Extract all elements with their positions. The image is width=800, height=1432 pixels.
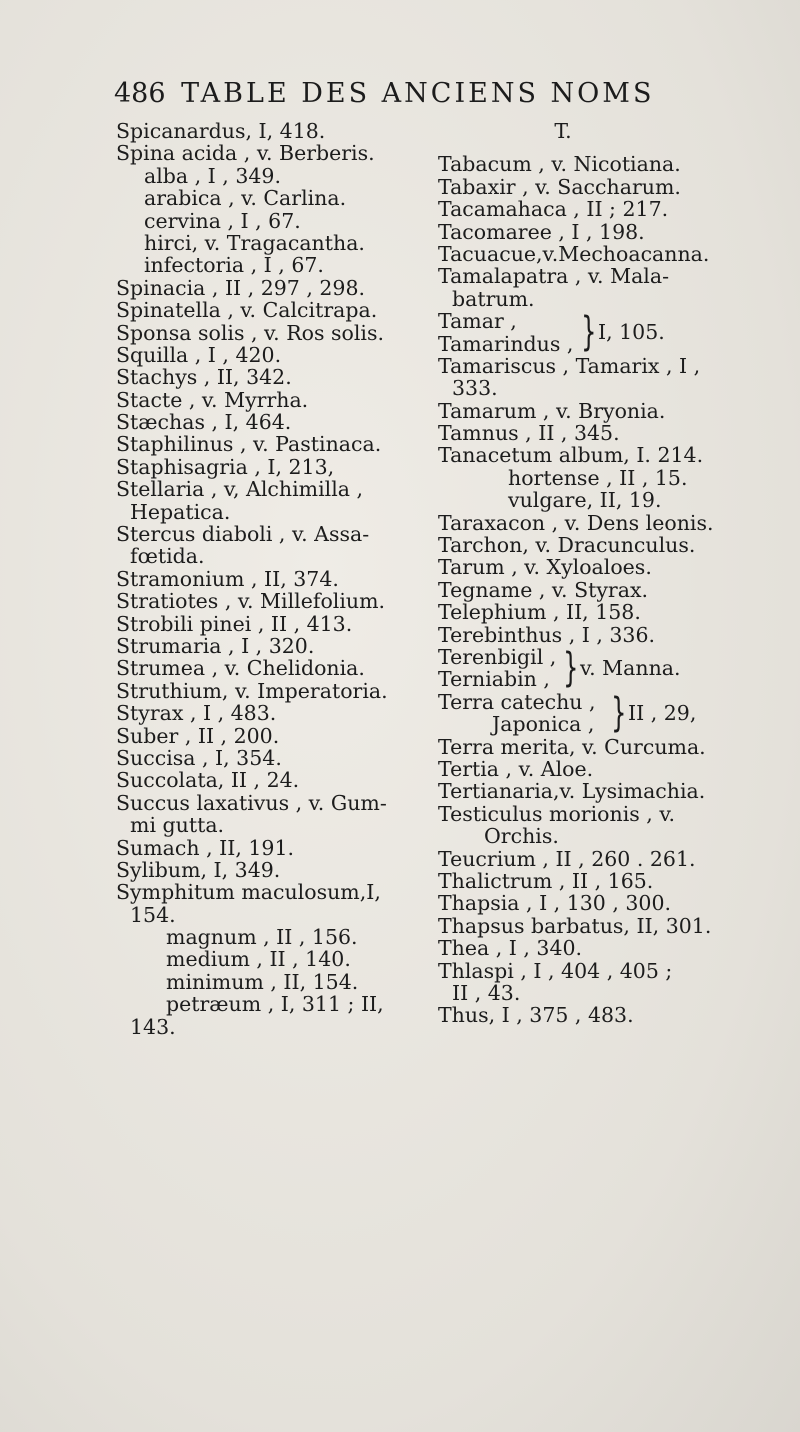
index-entry: Thapsus barbatus, II, 301.	[438, 913, 712, 938]
curly-brace-icon: }	[563, 645, 579, 691]
index-entry: Thapsia , I , 130 , 300.	[438, 891, 672, 916]
index-entry: Terniabin ,	[438, 667, 550, 692]
index-entry: Tabaxir , v. Saccharum.	[438, 174, 681, 199]
index-entry: Strumea , v. Chelidonia.	[116, 656, 365, 681]
index-entry: Stellaria , v, Alchimilla ,	[116, 477, 364, 502]
index-entry: Stramonium , II, 374.	[116, 566, 339, 591]
index-subentry: arabica , v. Carlina.	[144, 186, 347, 211]
index-entry: Tarchon, v. Dracunculus.	[438, 533, 696, 558]
index-entry: Succus laxativus , v. Gum-	[116, 790, 387, 815]
curly-brace-icon: }	[581, 309, 597, 356]
brace-group-terenbigil	[438, 646, 758, 691]
index-entry: Thea , I , 340.	[438, 936, 583, 961]
index-entry: Spinacia , II , 297 , 298.	[116, 275, 366, 300]
index-entry: Terra merita, v. Curcuma.	[438, 734, 706, 759]
index-entry: Tamarum , v. Bryonia.	[438, 398, 666, 423]
index-entry: Tertia , v. Aloe.	[438, 756, 594, 781]
brace-group-terra-catechu	[438, 691, 758, 736]
index-entry: Teucrium , II , 260 . 261.	[438, 846, 696, 871]
brace-reference: v. Manna.	[580, 656, 681, 680]
index-entry: Suber , II , 200.	[116, 723, 280, 748]
index-entry: Tamnus , II , 345.	[438, 421, 620, 446]
index-subentry: infectoria , I , 67.	[144, 253, 324, 278]
index-subentry: petræum , I, 311 ; II,	[166, 992, 384, 1017]
index-continuation: 333.	[452, 376, 498, 401]
index-entry: Sumach , II, 191.	[116, 835, 295, 860]
index-entry: Strumaria , I , 320.	[116, 633, 315, 658]
page-header	[114, 78, 714, 109]
index-continuation: Orchis.	[484, 824, 559, 849]
index-entry: Tamalapatra , v. Mala-	[438, 264, 669, 289]
index-entry: Succisa , I, 354.	[116, 745, 282, 770]
index-entry: Tamar ,	[438, 309, 517, 334]
index-subentry: minimum , II, 154.	[166, 969, 359, 994]
index-entry: Tacamahaca , II ; 217.	[438, 197, 669, 222]
index-subentry: hortense , II , 15.	[508, 465, 688, 490]
index-entry: Tacomaree , I , 198.	[438, 219, 645, 244]
index-continuation: batrum.	[452, 286, 535, 311]
index-entry: Tarum , v. Xyloaloes.	[438, 555, 652, 580]
index-entry: Testiculus morionis , v.	[438, 801, 675, 826]
index-subentry: cervina , I , 67.	[144, 208, 301, 233]
index-entry: Stratiotes , v. Millefolium.	[116, 589, 386, 614]
index-entry: Tamarindus ,	[438, 331, 574, 356]
left-column	[116, 120, 432, 1038]
index-entry: Struthium, v. Imperatoria.	[116, 678, 388, 703]
brace-reference: I, 105.	[598, 320, 665, 345]
index-subentry: vulgare, II, 19.	[508, 488, 662, 513]
index-entry: Symphitum maculosum,I,	[116, 880, 381, 905]
index-entry: Taraxacon , v. Dens leonis.	[438, 510, 714, 535]
index-continuation: Hepatica.	[130, 499, 231, 524]
index-subentry: hirci, v. Tragacantha.	[144, 230, 365, 255]
index-subentry: medium , II , 140.	[166, 947, 351, 972]
index-entry: Stæchas , I, 464.	[116, 410, 292, 435]
index-continuation: 143.	[130, 1014, 176, 1039]
index-entry: Tegname , v. Styrax.	[438, 577, 649, 602]
index-subentry: alba , I , 349.	[144, 163, 281, 188]
index-entry: Telephium , II, 158.	[438, 600, 641, 625]
index-continuation: 154.	[130, 902, 176, 927]
index-entry: Terenbigil ,	[438, 645, 557, 669]
index-entry: Terebinthus , I , 336.	[438, 622, 656, 647]
index-entry: Stercus diaboli , v. Assa-	[116, 522, 370, 547]
index-continuation: fœtida.	[130, 544, 205, 569]
index-entry: Tertianaria,v. Lysimachia.	[438, 779, 706, 804]
index-entry: Strobili pinei , II , 413.	[116, 611, 353, 636]
page-title: TABLE DES ANCIENS NOMS	[181, 78, 655, 109]
index-entry: Tacuacue,v.Mechoacanna.	[438, 241, 710, 266]
index-entry: Stacte , v. Myrrha.	[116, 387, 309, 412]
brace-reference: II , 29,	[628, 700, 697, 725]
index-entry: Stachys , II, 342.	[116, 365, 292, 390]
index-entry: Styrax , I , 483.	[116, 701, 277, 726]
index-entry: Thlaspi , I , 404 , 405 ;	[438, 958, 673, 983]
index-entry: Terra catechu ,	[438, 689, 596, 714]
index-subentry: Japonica ,	[492, 712, 595, 737]
index-subentry: magnum , II , 156.	[166, 925, 358, 950]
index-entry: Spicanardus, I, 418.	[116, 119, 326, 143]
index-entry: Staphisagria , I, 213,	[116, 454, 335, 479]
index-entry: Succolata, II , 24.	[116, 768, 300, 793]
index-entry: Tabacum , v. Nicotiana.	[438, 152, 681, 177]
index-entry: Thalictrum , II , 165.	[438, 868, 654, 893]
index-entry: Squilla , I , 420.	[116, 342, 282, 367]
index-continuation: mi gutta.	[130, 813, 225, 838]
right-column	[438, 120, 758, 1027]
section-letter: T.	[554, 119, 572, 143]
index-entry: Tanacetum album, I. 214.	[438, 443, 704, 468]
index-entry: Tamariscus , Tamarix , I ,	[438, 353, 701, 378]
index-entry: Spinatella , v. Calcitrapa.	[116, 298, 378, 323]
index-entry: Sponsa solis , v. Ros solis.	[116, 320, 385, 345]
index-entry: Spina acida , v. Berberis.	[116, 141, 375, 166]
page-number: 486	[114, 78, 166, 109]
curly-brace-icon: }	[611, 689, 627, 736]
index-entry: Staphilinus , v. Pastinaca.	[116, 432, 382, 457]
index-entry: Thus, I , 375 , 483.	[438, 1003, 634, 1028]
index-entry: Sylibum, I, 349.	[116, 857, 281, 882]
index-continuation: II , 43.	[452, 980, 521, 1005]
brace-group-tamar	[438, 310, 758, 355]
